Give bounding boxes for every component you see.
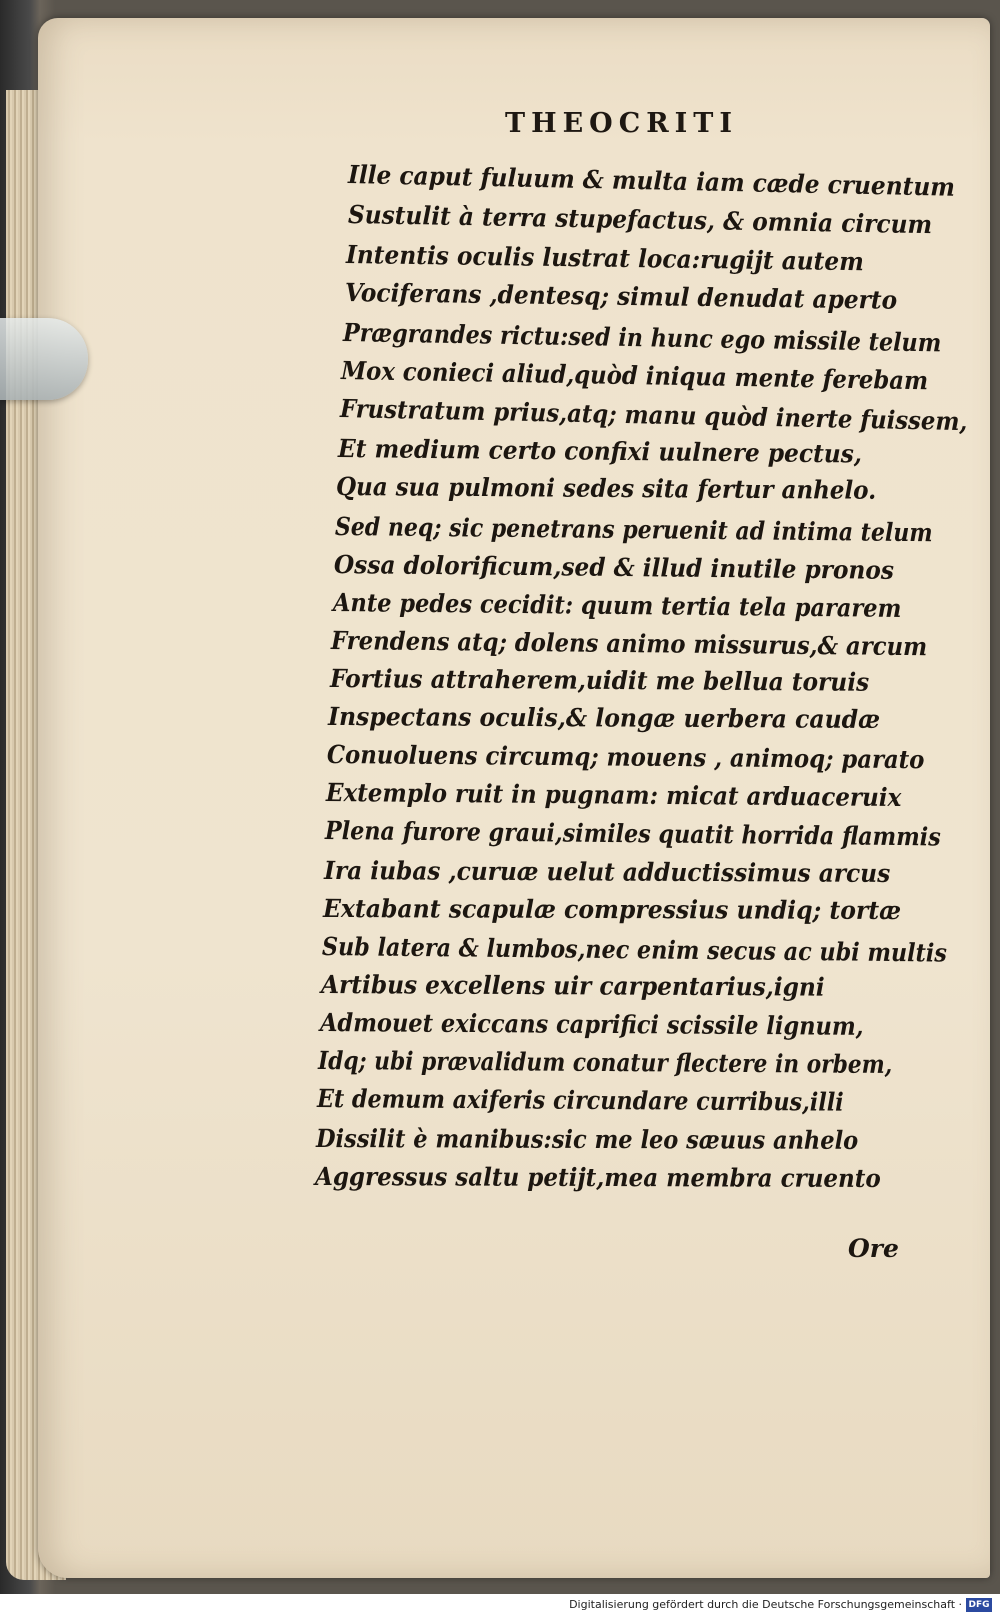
verse-line: Ira iubas ,curuæ uelut adductissimus arcus	[323, 856, 891, 888]
verse-line: Ossa dolorificum,sed & illud inutile pronos	[333, 550, 895, 585]
verse-line: Vociferans ,dentesq; simul denudat aperto	[344, 278, 898, 315]
verse-line: Admouet exiccans caprifici scissile lignum,	[319, 1008, 864, 1041]
verse-line: Dissilit è manibus:sic me leo sæuus anhelo	[315, 1124, 859, 1155]
verse-line: Idq; ubi prævalidum conatur flectere in orbem,	[317, 1046, 893, 1080]
verse-line: Fortius attraherem,uidit me bellua toruis	[329, 664, 870, 697]
verse-line: Aggressus saltu petijt,mea membra cruento	[314, 1162, 881, 1193]
verse-line: Inspectans oculis,& longæ uerbera caudæ	[327, 702, 881, 734]
verse-line: Frustratum prius,atq; manu quòd inerte fuissem,	[339, 394, 968, 437]
verse-line: Plena furore graui,similes quatit horrida flammis	[324, 816, 941, 852]
running-header: THEOCRITI	[505, 108, 738, 139]
verse-line: Frendens atq; dolens animo missurus,& arcum	[330, 626, 928, 662]
verse-line: Artibus excellens uir carpentarius,igni	[320, 970, 825, 1002]
catchword: Ore	[848, 1234, 899, 1263]
verse-line: Extemplo ruit in pugnam: micat arduaceruix	[325, 778, 902, 813]
funding-credit: Digitalisierung gefördert durch die Deutsche Forschungsgemeinschaft ·	[569, 1598, 962, 1611]
verse-line: Et medium certo confixi uulnere pectus,	[337, 434, 863, 469]
verse-line: Ante pedes cecidit: quum tertia tela pararem	[332, 588, 902, 623]
verse-line: Mox conieci aliud,quòd iniqua mente ferebam	[340, 356, 929, 396]
verse-line: Sub latera & lumbos,nec enim secus ac ubi multis	[321, 932, 947, 968]
dfg-logo-icon: DFG	[966, 1598, 992, 1612]
verse-line: Qua sua pulmoni sedes sita fertur anhelo.	[335, 472, 877, 505]
verse-line: Extabant scapulæ compressius undiq; tortæ	[322, 894, 902, 926]
verse-line: Intentis oculis lustrat loca:rugijt autem	[345, 240, 864, 277]
verse-line: Conuoluens circumq; mouens , animoq; parato	[326, 740, 925, 775]
verse-line: Ille caput fuluum & multa iam cæde cruentum	[347, 160, 956, 202]
verse-line: Sed neq; sic penetrans peruenit ad intima telum	[334, 512, 933, 548]
verse-line: Et demum axiferis circundare curribus,illi	[316, 1084, 844, 1117]
footer-bar	[0, 1594, 1000, 1617]
verse-line: Prægrandes rictu:sed in hunc ego missile telum	[342, 318, 942, 358]
verse-line: Sustulit à terra stupefactus, & omnia circum	[347, 200, 933, 240]
